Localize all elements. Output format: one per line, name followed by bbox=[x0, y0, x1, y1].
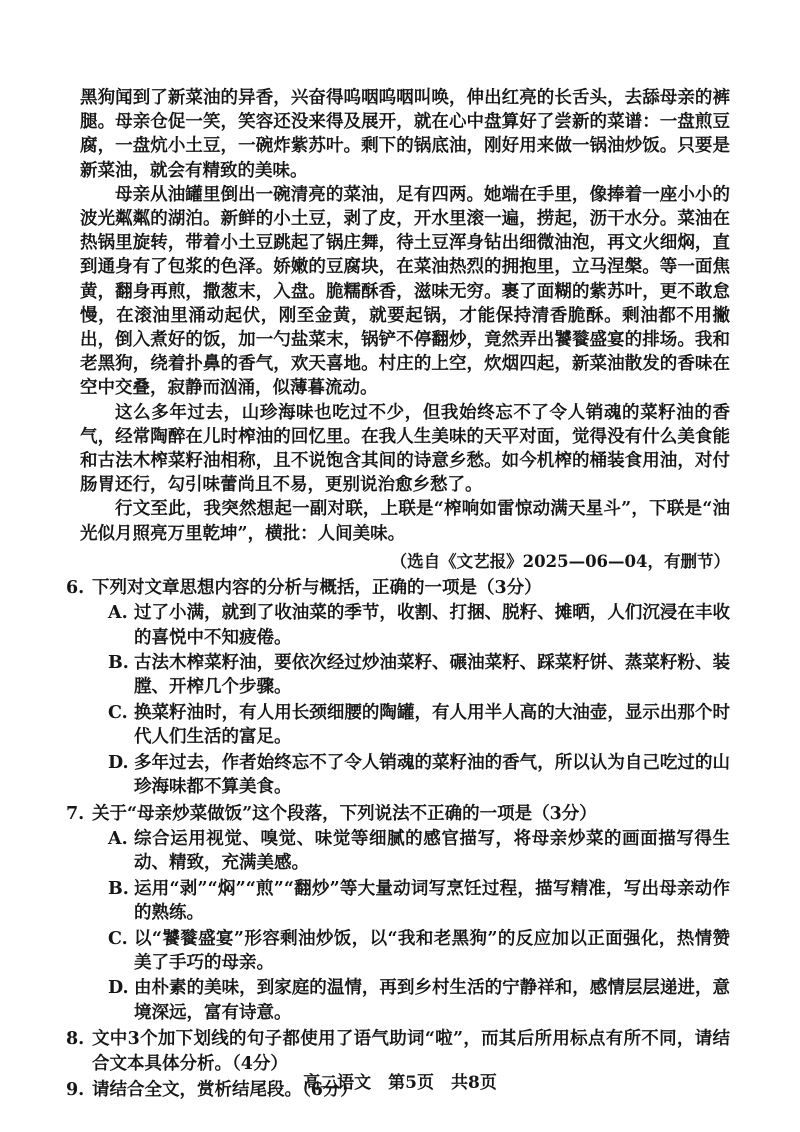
question-stem: 关于“母亲炒菜做饭”这个段落，下列说法不正确的一项是（3分） bbox=[92, 803, 597, 824]
paragraph-2: 母亲从油罐里倒出一碗清亮的菜油，足有四两。她端在手里，像捧着一座小小的波光粼粼的湖泊。新鲜的小土豆，剥了皮，开水里滚一遍，捞起，沥干水分。菜油在热锅里旋转，带着小土豆跳起了锅庄舞，待土豆浑身钻出细微油泡，再文火细焖，直到通身有了包浆的色泽。娇嫩的豆腐块，在菜油热烈的拥抱里，立马涅槃。等一面焦黄，翻身再煎，撒葱末，入盘。脆糯酥香，滋味无穷。裹了面糊的紫苏叶，更不敢怠慢，在滚油里涌动起伏，刚至金黄，就要起锅，才能保持清香脆酥。剩油都不用撇出，倒入煮好的饭，加一勺盐菜末，锅铲不停翻炒，竟然弄出饕餮盛宴的排场。我和老黑狗，绕着扑鼻的香气，欢天喜地。村庄的上空，炊烟四起，新菜油散发的香味在空中交叠，寂静而汹涌，似薄暮流动。 bbox=[80, 184, 730, 399]
paragraph-1: 黑狗闻到了新菜油的异香，兴奋得呜咽呜咽叫唤，伸出红亮的长舌头，去舔母亲的裤腿。母亲仓促一笑，笑容还没来得及展开，就在心中盘算好了尝新的菜谱：一盘煎豆腐，一盘炕小土豆，一碗炸紫苏叶。剩下的锅底油，刚好用来做一锅油炒饭。只要是新菜油，就会有精致的美味。 bbox=[80, 88, 730, 181]
option-a: A. 过了小满，就到了收油菜的季节，收割、打捆、脱籽、摊晒，人们沉浸在丰收的喜悦中不知疲倦。 bbox=[108, 603, 730, 648]
option-a: A. 综合运用视觉、嗅觉、味觉等细腻的感官描写，将母亲炒菜的画面描写得生动、精致，充满美感。 bbox=[108, 828, 730, 874]
paragraph-3: 这么多年过去，山珍海味也吃过不少，但我始终忘不了令人销魂的菜籽油的香气，经常陶醉在儿时榨油的回忆里。在我人生美味的天平对面，觉得没有什么美食能和古法木榨菜籽油相称，且不说饱含其间的诗意乡愁。如今机榨的桶装食用油，对付肠胃还行，勾引味蕾尚且不易，更别说治愈乡愁了。 bbox=[80, 402, 730, 496]
question-6 bbox=[66, 576, 730, 800]
question-stem: 请结合全文，赏析结尾段。（6分） bbox=[92, 1079, 358, 1100]
question-number: 9. bbox=[66, 1079, 85, 1100]
question-7 bbox=[66, 802, 730, 1026]
option-d: D. 多年过去，作者始终忘不了令人销魂的菜籽油的香气，所以认为自己吃过的山珍海味都不算美食。 bbox=[108, 752, 730, 798]
question-number: 8. bbox=[66, 1029, 85, 1050]
option-d: D. 由朴素的美味，到家庭的温情，再到乡村生活的宁静祥和，感情层层递进，意境深远，富有诗意。 bbox=[108, 978, 730, 1023]
source-citation: （选自《文艺报》2025—06—04，有删节） bbox=[390, 551, 730, 571]
option-c: C. 以“饕餮盛宴”形容剩油炒饭，以“我和老黑狗”的反应加以正面强化，热情赞美了手巧的母亲。 bbox=[108, 928, 730, 973]
option-b: B. 古法木榨菜籽油，要依次经过炒油菜籽、碾油菜籽、踩菜籽饼、蒸菜籽粉、装膛、开榨几个步骤。 bbox=[108, 653, 730, 698]
option-b: B. 运用“剥”“焖”“煎”“翻炒”等大量动词写烹饪过程，描写精准，写出母亲动作的熟练。 bbox=[108, 878, 730, 924]
option-c: C. 换菜籽油时，有人用长颈细腰的陶罐，有人用半人高的大油壶，显示出那个时代人们生活的富足。 bbox=[108, 702, 730, 748]
paragraph-4: 行文至此，我突然想起一副对联，上联是“榨响如雷惊动满天星斗”，下联是“油光似月照亮万里乾坤”，横批：人间美味。 bbox=[80, 499, 730, 544]
question-stem: 文中3个加下划线的句子都使用了语气助词“啦”，而其后所用标点有所不同，请结合文本具体分析。（4分） bbox=[92, 1029, 730, 1074]
document-page bbox=[66, 86, 730, 1102]
page-footer: 高二语文 第5页 共8页 bbox=[303, 1073, 497, 1093]
question-number: 6. bbox=[66, 577, 85, 598]
question-number: 7. bbox=[66, 803, 85, 824]
question-stem: 下列对文章思想内容的分析与概括，正确的一项是（3分） bbox=[92, 577, 542, 598]
